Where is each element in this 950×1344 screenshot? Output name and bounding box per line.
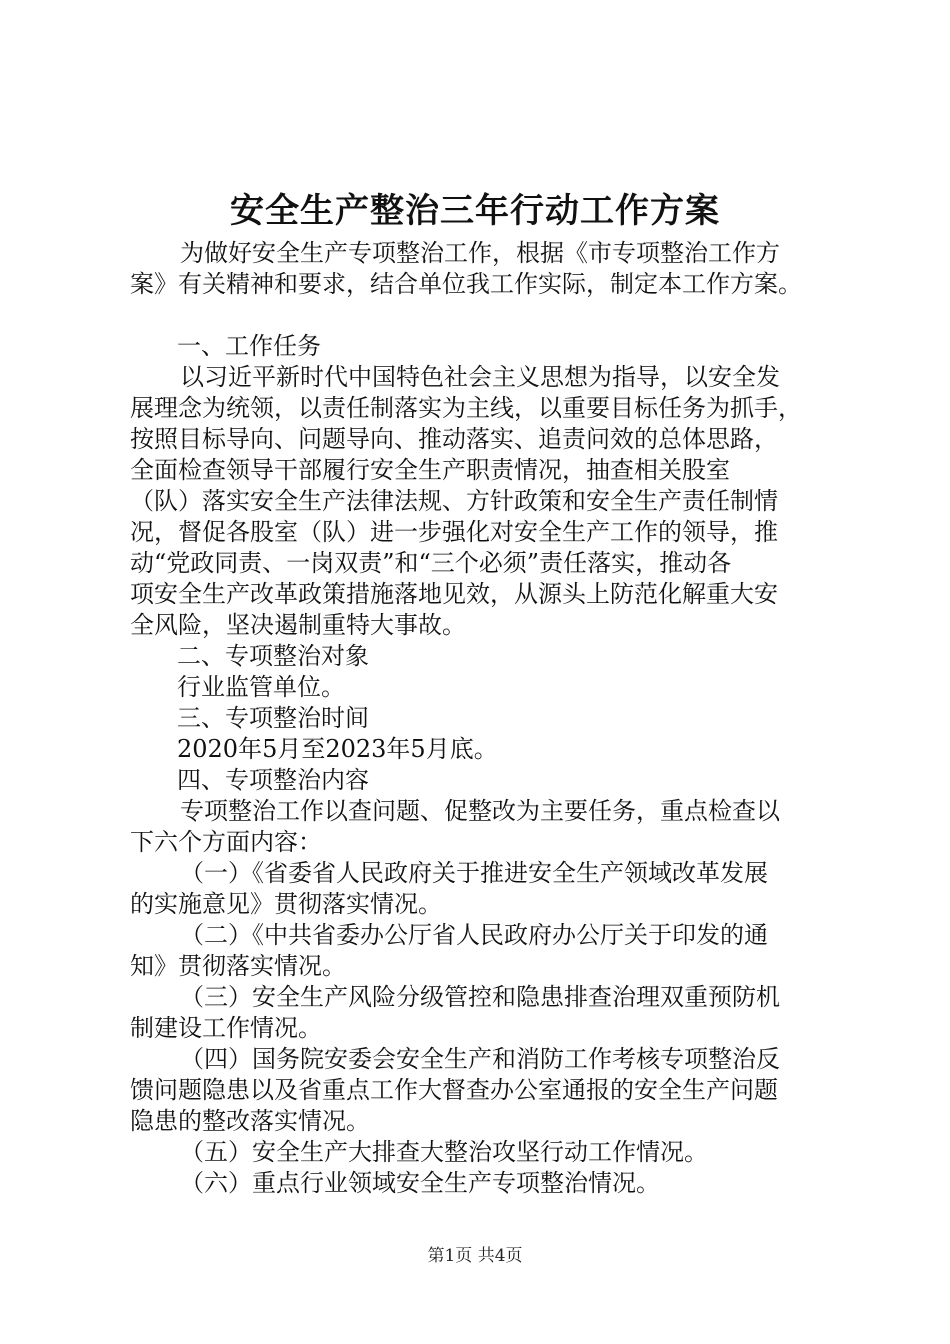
blank-line (130, 300, 850, 331)
paragraph-line: 知》贯彻落实情况。 (130, 952, 346, 980)
list-item: （四）国务院安委会安全生产和消防工作考核专项整治反 (180, 1045, 780, 1073)
paragraph-line: 案》有关精神和要求，结合单位我工作实际，制定本工作方案。 (130, 270, 802, 298)
paragraph-line: 2020年5月至2023年5月底。 (177, 735, 498, 763)
list-item: （五）安全生产大排查大整治攻坚行动工作情况。 (180, 1138, 708, 1166)
paragraph-line: 全面检查领导干部履行安全生产职责情况，抽查相关股室 (130, 456, 730, 484)
paragraph-line: 隐患的整改落实情况。 (130, 1107, 370, 1135)
paragraph-line: 项安全生产改革政策措施落地见效，从源头上防范化解重大安 (130, 580, 778, 608)
document-body (130, 238, 850, 1199)
list-item: （一）《省委省人民政府关于推进安全生产领域改革发展 (180, 859, 768, 887)
paragraph-line: 专项整治工作以查问题、促整改为主要任务，重点检查以 (180, 797, 780, 825)
paragraph-line: 以习近平新时代中国特色社会主义思想为指导，以安全发 (180, 363, 780, 391)
paragraph-line: 按照目标导向、问题导向、推动落实、追责问效的总体思路， (130, 425, 778, 453)
section-heading: 四、专项整治内容 (177, 766, 369, 794)
document-title: 安全生产整治三年行动工作方案 (230, 191, 720, 231)
section-heading: 二、专项整治对象 (177, 642, 369, 670)
paragraph-line: 下六个方面内容： (130, 828, 322, 856)
page-number-footer: 第1页 共4页 (427, 1246, 523, 1266)
paragraph-line: 制建设工作情况。 (130, 1014, 322, 1042)
list-item: （二）《中共省委办公厅省人民政府办公厅关于印发的通 (180, 921, 768, 949)
paragraph-line: 馈问题隐患以及省重点工作大督查办公室通报的安全生产问题 (130, 1076, 778, 1104)
list-item: （三）安全生产风险分级管控和隐患排查治理双重预防机 (180, 983, 780, 1011)
paragraph-line: 的实施意见》贯彻落实情况。 (130, 890, 442, 918)
paragraph-line: 全风险，坚决遏制重特大事故。 (130, 611, 466, 639)
paragraph-line: （队）落实安全生产法律法规、方针政策和安全生产责任制情 (130, 487, 778, 515)
section-heading: 三、专项整治时间 (177, 704, 369, 732)
paragraph-line: 况，督促各股室（队）进一步强化对安全生产工作的领导，推 (130, 518, 778, 546)
section-heading: 一、工作任务 (177, 332, 321, 360)
list-item: （六）重点行业领域安全生产专项整治情况。 (180, 1169, 660, 1197)
paragraph-line: 展理念为统领，以责任制落实为主线，以重要目标任务为抓手， (130, 394, 802, 422)
paragraph-line: 为做好安全生产专项整治工作，根据《市专项整治工作方 (180, 239, 780, 267)
paragraph-line: 动“党政同责、一岗双责”和“三个必须”责任落实，推动各 (130, 549, 732, 577)
paragraph-line: 行业监管单位。 (177, 673, 345, 701)
